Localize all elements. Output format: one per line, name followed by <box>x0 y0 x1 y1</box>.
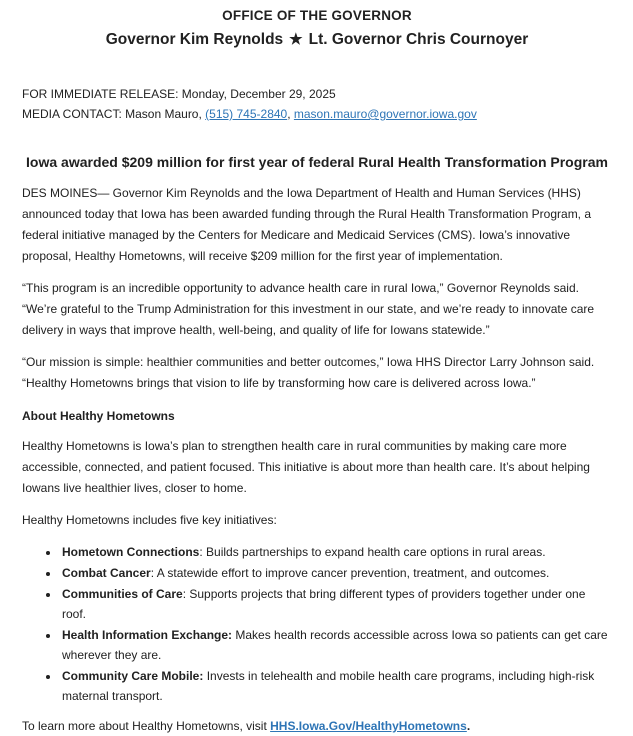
release-meta <box>22 84 612 124</box>
lt-governor-name: Lt. Governor Chris Cournoyer <box>308 31 529 48</box>
list-item <box>60 584 612 624</box>
release-line <box>22 84 612 104</box>
paragraph-governor-quote: “This program is an incredible opportunity to advance health care in rural Iowa,” Governor Reynolds said. “We’re grateful to the Trump Administration for this investment in our state, and we’re ready to innovate care delivery in ways that improve health, well-being, and quality of life for Iowans statewide.” <box>22 281 595 337</box>
list-item <box>60 542 612 562</box>
paragraph-about: Healthy Hometowns is Iowa’s plan to strengthen health care in rural communities by making care more accessible, connected, and patient focused. This initiative is about more than health care. It’s about helping Iowans live healthier lives, closer to home. <box>22 439 590 495</box>
paragraph-lead: DES MOINES— Governor Kim Reynolds and the Iowa Department of Health and Human Services (HHS) announced today that Iowa has been awarded funding through the Rural Health Transformation Program, a federal initiative managed by the Centers for Medicare and Medicaid Services (CMS). Iowa’s innovative proposal, Healthy Hometowns, will receive $209 million for the first year of implementation. <box>22 186 592 263</box>
closing-prefix: To learn more about Healthy Hometowns, visit <box>22 719 271 733</box>
email-link[interactable]: mason.mauro@governor.iowa.gov <box>293 107 477 121</box>
bullet-text: : A statewide effort to improve cancer prevention, treatment, and outcomes. <box>150 566 550 580</box>
bullet-text: Makes health records accessible across Iowa so patients can get care wherever they are. <box>62 628 608 662</box>
bullet-title: Hometown Connections <box>62 545 200 559</box>
headline: Iowa awarded $209 million for first year of federal Rural Health Transformation Program <box>26 154 608 170</box>
contact-prefix: MEDIA CONTACT: Mason Mauro, <box>22 107 206 121</box>
phone-link[interactable]: (515) 745-2840 <box>205 107 288 121</box>
bullet-title: Health Information Exchange: <box>62 628 233 642</box>
list-item <box>60 563 612 583</box>
contact-line <box>22 104 612 124</box>
healthy-hometowns-link[interactable]: HHS.Iowa.Gov/HealthyHometowns <box>270 719 467 733</box>
initiatives-list <box>22 542 612 706</box>
initiatives-intro: Healthy Hometowns includes five key initiatives: <box>22 513 277 527</box>
office-title: OFFICE OF THE GOVERNOR <box>222 8 412 23</box>
release-text: FOR IMMEDIATE RELEASE: Monday, December 29, 2025 <box>22 87 336 101</box>
list-item <box>60 666 612 706</box>
bullet-text: : Builds partnerships to expand health care options in rural areas. <box>199 545 546 559</box>
star-icon: ★ <box>289 31 303 48</box>
bullet-title: Community Care Mobile: <box>62 669 204 683</box>
paragraph-director-quote: “Our mission is simple: healthier communities and better outcomes,” Iowa HHS Director Larry Johnson said. “Healthy Hometowns brings that vision to life by transforming how care is delivered across Iowa.” <box>22 355 595 390</box>
governor-name: Governor Kim Reynolds <box>105 31 284 48</box>
section-heading-about: About Healthy Hometowns <box>22 409 175 423</box>
list-item <box>60 625 612 665</box>
bullet-text: Invests in telehealth and mobile health care programs, including high-risk maternal transport. <box>62 669 595 703</box>
body-text <box>22 183 612 736</box>
governor-subtitle <box>22 31 612 49</box>
bullet-text: : Supports projects that bring different types of providers together under one roof. <box>62 587 586 621</box>
contact-separator: , <box>287 107 294 121</box>
closing-period: . <box>466 719 471 733</box>
bullet-title: Communities of Care <box>62 587 183 601</box>
bullet-title: Combat Cancer <box>62 566 151 580</box>
closing-line <box>22 716 612 736</box>
